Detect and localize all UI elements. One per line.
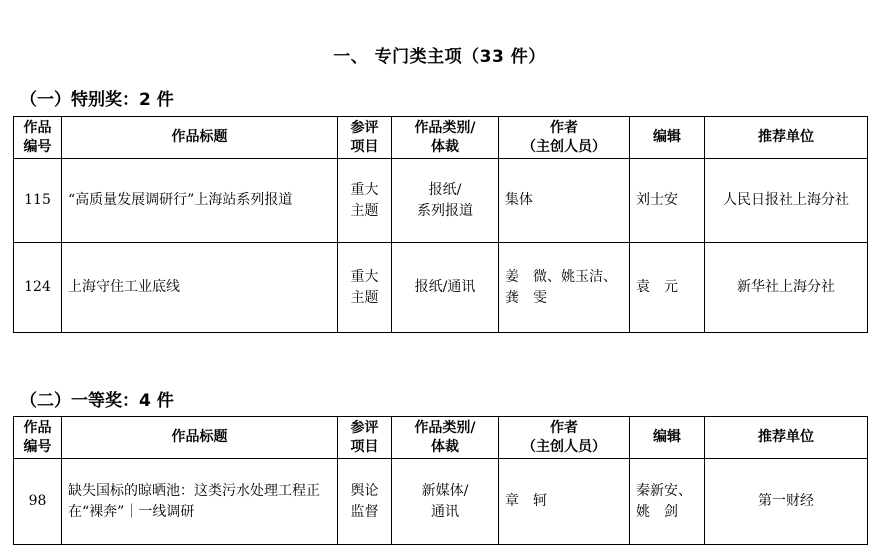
- cell-title: “高质量发展调研行”上海站系列报道: [62, 159, 338, 243]
- award-table-first-prize: [13, 416, 868, 545]
- table-row: [14, 243, 868, 333]
- header-item: 参评 项目: [338, 117, 392, 159]
- header-editor: 编辑: [630, 417, 705, 459]
- header-category: 作品类别/ 体裁: [392, 417, 499, 459]
- cell-category: 新媒体/ 通讯: [392, 459, 499, 545]
- table-row: [14, 459, 868, 545]
- cell-unit: 新华社上海分社: [705, 243, 868, 333]
- section-heading-special-award: （一）特别奖：2 件: [20, 90, 174, 110]
- header-author: 作者 （主创人员）: [499, 417, 630, 459]
- header-item: 参评 项目: [338, 417, 392, 459]
- main-heading: 一、 专门类主项（33 件）: [333, 47, 546, 67]
- header-editor: 编辑: [630, 117, 705, 159]
- cell-number: 115: [14, 159, 62, 243]
- header-category: 作品类别/ 体裁: [392, 117, 499, 159]
- award-table-special: [13, 116, 868, 333]
- header-unit: 推荐单位: [705, 117, 868, 159]
- cell-editor: 秦新安、 姚 剑: [630, 459, 705, 545]
- cell-item: 重大 主题: [338, 243, 392, 333]
- table-header-row: [14, 117, 868, 159]
- cell-author: 章 轲: [499, 459, 630, 545]
- cell-item: 舆论 监督: [338, 459, 392, 545]
- section-heading-first-prize: （二）一等奖：4 件: [20, 391, 174, 411]
- cell-item: 重大 主题: [338, 159, 392, 243]
- cell-category: 报纸/通讯: [392, 243, 499, 333]
- cell-author: 姜 微、姚玉洁、 龚 雯: [499, 243, 630, 333]
- header-author: 作者 （主创人员）: [499, 117, 630, 159]
- cell-number: 98: [14, 459, 62, 545]
- header-number: 作品 编号: [14, 117, 62, 159]
- cell-author: 集体: [499, 159, 630, 243]
- header-title: 作品标题: [62, 417, 338, 459]
- table-row: [14, 159, 868, 243]
- cell-title: 缺失国标的晾晒池：这类污水处理工程正在“裸奔”｜一线调研: [62, 459, 338, 545]
- cell-title: 上海守住工业底线: [62, 243, 338, 333]
- table-header-row: [14, 417, 868, 459]
- header-number: 作品 编号: [14, 417, 62, 459]
- cell-unit: 人民日报社上海分社: [705, 159, 868, 243]
- cell-editor: 刘士安: [630, 159, 705, 243]
- cell-editor: 袁 元: [630, 243, 705, 333]
- cell-number: 124: [14, 243, 62, 333]
- header-unit: 推荐单位: [705, 417, 868, 459]
- cell-category: 报纸/ 系列报道: [392, 159, 499, 243]
- cell-unit: 第一财经: [705, 459, 868, 545]
- header-title: 作品标题: [62, 117, 338, 159]
